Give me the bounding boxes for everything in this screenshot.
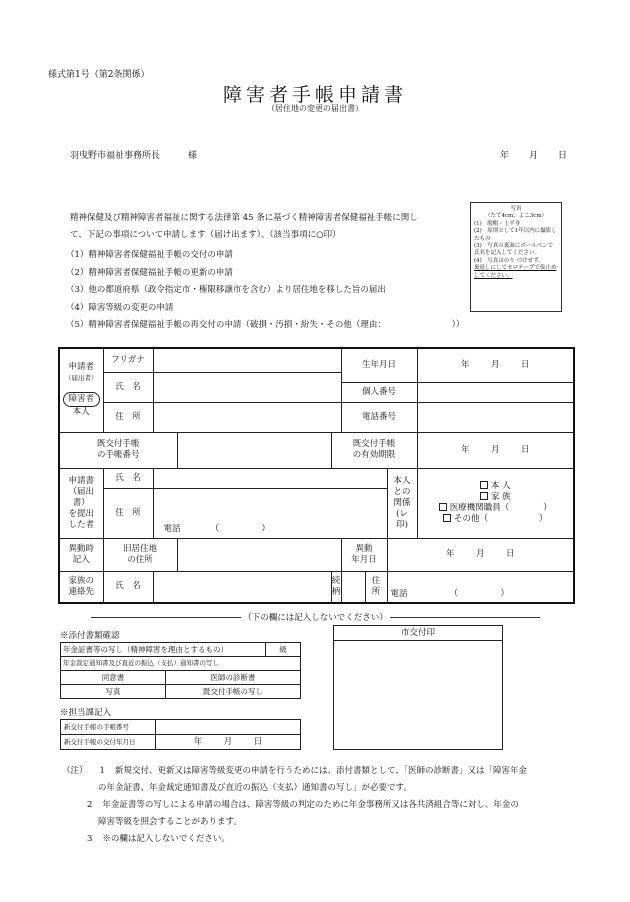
photo-rule-1: (1) 脱帽・上半身	[474, 220, 521, 227]
note-2-cont: 障害等級を照会することがあります。	[98, 817, 242, 827]
family-address-input[interactable]	[387, 571, 574, 603]
family-name-input[interactable]	[153, 571, 331, 603]
submitter-label-4: を提出	[68, 508, 94, 519]
relationship-label-2: 柄	[331, 586, 341, 597]
note-1	[62, 763, 527, 780]
relation-label-2: との	[393, 486, 411, 497]
rel-medical-option[interactable]	[421, 503, 571, 514]
personal-number-input[interactable]	[417, 382, 574, 402]
family-label-2: 連絡先	[68, 586, 94, 597]
move-date-label-2: 年月日	[351, 554, 377, 565]
option-item[interactable]: （4）障害等級の変更の申請	[66, 302, 174, 313]
family-phone-input: （ ）	[449, 589, 510, 599]
move-year: 年	[445, 549, 455, 559]
rel-self-text: 本 人	[490, 481, 511, 491]
name-label: 氏 名	[103, 372, 153, 402]
applicant-cell	[59, 348, 103, 432]
residence-label-2: 所	[371, 586, 381, 597]
photo-size: （たて4cm、よこ3cm）	[484, 213, 548, 220]
attach-notice: 年金裁定通知書及び直近の振込（支払）通知書の写し	[61, 657, 301, 671]
relation-label	[387, 468, 417, 538]
existing-valid-label	[331, 432, 417, 468]
family-phone-label: 電話	[390, 589, 408, 599]
date-day-label: 日	[558, 151, 568, 161]
family-cell	[59, 571, 103, 603]
rel-medical-text: 医療機関職員（ ）	[449, 503, 552, 513]
phone-number-label: 電話番号	[341, 402, 417, 432]
move-date-input[interactable]	[387, 538, 574, 571]
note-1-text-a: 新規交付、更新又は障害等級変更の申請を行うためには、添付書類として、「医師の診断書」又は「障害年金	[114, 766, 528, 776]
form-number: 様式第1号（第2条関係）	[48, 70, 150, 80]
old-address-input[interactable]	[177, 538, 341, 571]
date-year-label: 年	[500, 151, 510, 161]
relation-label-4: (レ印)	[396, 508, 408, 530]
note-2-text-a: 年金証書等の写しによる申請の場合は、障害等級の判定のために年金事務所又は各共済組合等に対し、年金の	[102, 800, 519, 810]
date-month-label: 月	[529, 151, 539, 161]
rel-family-text: 家 族	[490, 492, 511, 502]
rel-self-option[interactable]	[421, 481, 571, 492]
photo-rule-3: (3) 写真の裏面にボールペンで氏名を記入してください。	[474, 243, 554, 257]
existing-book-no-input[interactable]	[177, 432, 331, 468]
birth-year: 年	[460, 359, 470, 370]
photo-rule-2: (2) 原則として1年以内に撮影したもの	[474, 228, 557, 242]
move-label-1: 異動時	[68, 543, 94, 554]
new-day: 日	[253, 736, 263, 747]
note-1-number: 1	[99, 766, 105, 776]
option-item[interactable]: （3）他の都道府県（政令指定市・権限移譲市を含む）より居住地を移した旨の届出	[66, 285, 386, 295]
attach-pension: 年金証書等の写し（精神障害を理由とするもの）	[61, 643, 266, 657]
relation-label-1: 本人	[393, 475, 411, 486]
birth-month: 月	[490, 359, 500, 370]
new-book-no-label: 新交付手帳の手帳番号	[61, 720, 156, 735]
existing-valid-label-1: 既交付手帳	[352, 439, 396, 449]
name-input[interactable]	[153, 372, 341, 402]
photo-rule-4b: 裏返しにしてセロテープで仮止めしてください。	[474, 265, 557, 279]
old-address-label	[103, 538, 177, 571]
intro-text	[70, 210, 465, 244]
birth-day: 日	[520, 359, 530, 370]
option-close: ））	[451, 320, 465, 330]
rel-other-option[interactable]	[421, 514, 571, 525]
relation-options	[417, 468, 574, 538]
personal-number-label: 個人番号	[341, 382, 417, 402]
rel-self-checkbox[interactable]	[480, 481, 488, 489]
intro-line-1: 精神保健及び精神障害者福祉に関する法律第 45 条に基づく精神障害者保健福祉手帳に関し	[70, 213, 418, 223]
submitter-phone-label: 電話	[163, 523, 181, 534]
rel-other-checkbox[interactable]	[443, 514, 451, 522]
submitter-address-input[interactable]	[153, 488, 387, 538]
existing-valid-input[interactable]	[417, 432, 574, 468]
relationship-label	[331, 571, 341, 603]
staff-table	[60, 719, 301, 750]
new-year: 年	[193, 736, 203, 747]
residence-label	[365, 571, 387, 603]
application-form	[58, 347, 575, 604]
old-address-label-1: 旧居住地	[122, 543, 157, 554]
attach-grade: 級	[266, 643, 301, 657]
attachments-title: ※添付書類確認	[60, 631, 120, 641]
attach-consent: 同意書	[61, 671, 166, 685]
existing-book-no-label	[59, 432, 177, 468]
family-name-label: 氏 名	[103, 571, 153, 603]
phone-number-input[interactable]	[417, 402, 574, 432]
furigana-label: フリガナ	[103, 348, 153, 372]
staff-title: ※担当課記入	[60, 708, 112, 718]
old-address-label-2: の住所	[127, 554, 153, 565]
attach-existing: 既交付手帳の写し	[166, 685, 301, 699]
photo-title: 写真	[510, 206, 522, 212]
note-3	[62, 831, 527, 848]
relationship-input[interactable]	[341, 571, 365, 603]
page-subtitle: （居住地の変更の届出書）	[267, 104, 363, 113]
office-use-divider	[58, 611, 573, 623]
option-item[interactable]: （1）精神障害者保健福祉手帳の交付の申請	[66, 250, 233, 260]
applicant-sub: （届出者）	[65, 374, 98, 383]
addressee-name: 羽曳野市福祉事務所長	[70, 151, 161, 161]
rel-medical-checkbox[interactable]	[439, 503, 447, 511]
addressee-honorific: 様	[188, 151, 198, 161]
note-3-number: 3	[87, 834, 93, 844]
family-label-1: 家族の	[68, 575, 94, 586]
submitter-address-label: 住 所	[103, 488, 153, 538]
option-item[interactable]: （2）精神障害者保健福祉手帳の更新の申請	[66, 267, 233, 278]
person-label-2: 本人	[72, 407, 90, 418]
valid-year: 年	[460, 444, 470, 455]
new-book-date-label: 新交付手帳の交付年月日	[61, 735, 156, 750]
move-label-2: 記入	[72, 554, 90, 565]
city-stamp-box	[333, 625, 503, 750]
valid-month: 月	[490, 444, 500, 455]
option-item[interactable]	[66, 317, 464, 335]
divider-line-right	[390, 617, 540, 618]
submitter-phone-input: （ ）	[210, 523, 271, 534]
relationship-label-1: 続	[331, 575, 341, 586]
application-date[interactable]	[500, 148, 587, 161]
request-options	[66, 247, 464, 335]
submitter-cell	[59, 468, 103, 538]
attach-diagnosis: 医師の診断書	[166, 671, 301, 685]
rel-family-option[interactable]	[421, 492, 571, 503]
stamp-title: 市交付印	[334, 626, 502, 641]
submitter-label-5: した者	[68, 519, 94, 530]
new-book-date-input[interactable]	[156, 735, 301, 750]
rel-other-text: その他（ ）	[453, 514, 548, 524]
existing-book-no-label-1: 既交付手帳	[96, 439, 140, 449]
photo-box[interactable]	[470, 202, 562, 312]
birthdate-input[interactable]	[417, 348, 574, 382]
submitter-label-2: （届出	[68, 486, 94, 497]
submitter-label-3: 書）	[72, 497, 90, 508]
note-3-text: ※の欄は記入しないでください。	[102, 834, 230, 844]
note-2	[62, 797, 527, 814]
move-cell	[59, 538, 103, 571]
notes-mark: （注）	[62, 766, 88, 776]
address-input[interactable]	[153, 402, 341, 432]
attachments-table	[60, 642, 301, 699]
birthdate-label: 生年月日	[341, 348, 417, 382]
addressee	[70, 148, 197, 161]
page-title: 障害者手帳申請書	[222, 84, 407, 106]
rel-family-checkbox[interactable]	[480, 492, 488, 500]
move-day: 日	[505, 549, 515, 559]
existing-book-no-label-2: の手帳番号	[96, 450, 140, 460]
valid-day: 日	[520, 444, 530, 455]
furigana-input[interactable]	[153, 348, 341, 372]
attach-photo: 写真	[61, 685, 166, 699]
option-item-text: （5）精神障害者保健福祉手帳の再交付の申請（破損・汚損・紛失・その他（理由：	[66, 320, 382, 330]
applicant-label: 申請者	[68, 362, 94, 373]
person-badge	[63, 392, 100, 407]
divider-line-left	[91, 617, 241, 618]
intro-line-2: て、下記の事項について申請します（届け出ます）。（該当事項に○印）	[70, 230, 341, 240]
notes	[62, 763, 527, 848]
existing-valid-label-2: の有効期限	[352, 450, 396, 460]
new-month: 月	[223, 736, 233, 747]
divider-note: （下の欄には記入しないでください）	[243, 613, 388, 623]
note-1-cont: の年金証書、年金裁定通知書及び直近の振込（支払）通知書の写し」が必要です。	[98, 783, 412, 793]
submitter-name-label: 氏 名	[103, 468, 153, 488]
move-month: 月	[475, 549, 485, 559]
submitter-label-1: 申請書	[68, 475, 94, 486]
note-2-number: 2	[87, 800, 93, 810]
move-date-label-1: 異動	[355, 543, 373, 554]
address-label: 住 所	[103, 402, 153, 432]
move-date-label	[341, 538, 387, 571]
new-book-no-input[interactable]	[156, 720, 301, 735]
relation-label-3: 関係	[393, 497, 411, 508]
submitter-name-input[interactable]	[153, 468, 387, 488]
person-label-1: 障害者	[68, 394, 94, 405]
residence-label-1: 住	[371, 575, 381, 586]
photo-rule-4a: (4) 写真はのり づけせず、	[474, 257, 544, 264]
